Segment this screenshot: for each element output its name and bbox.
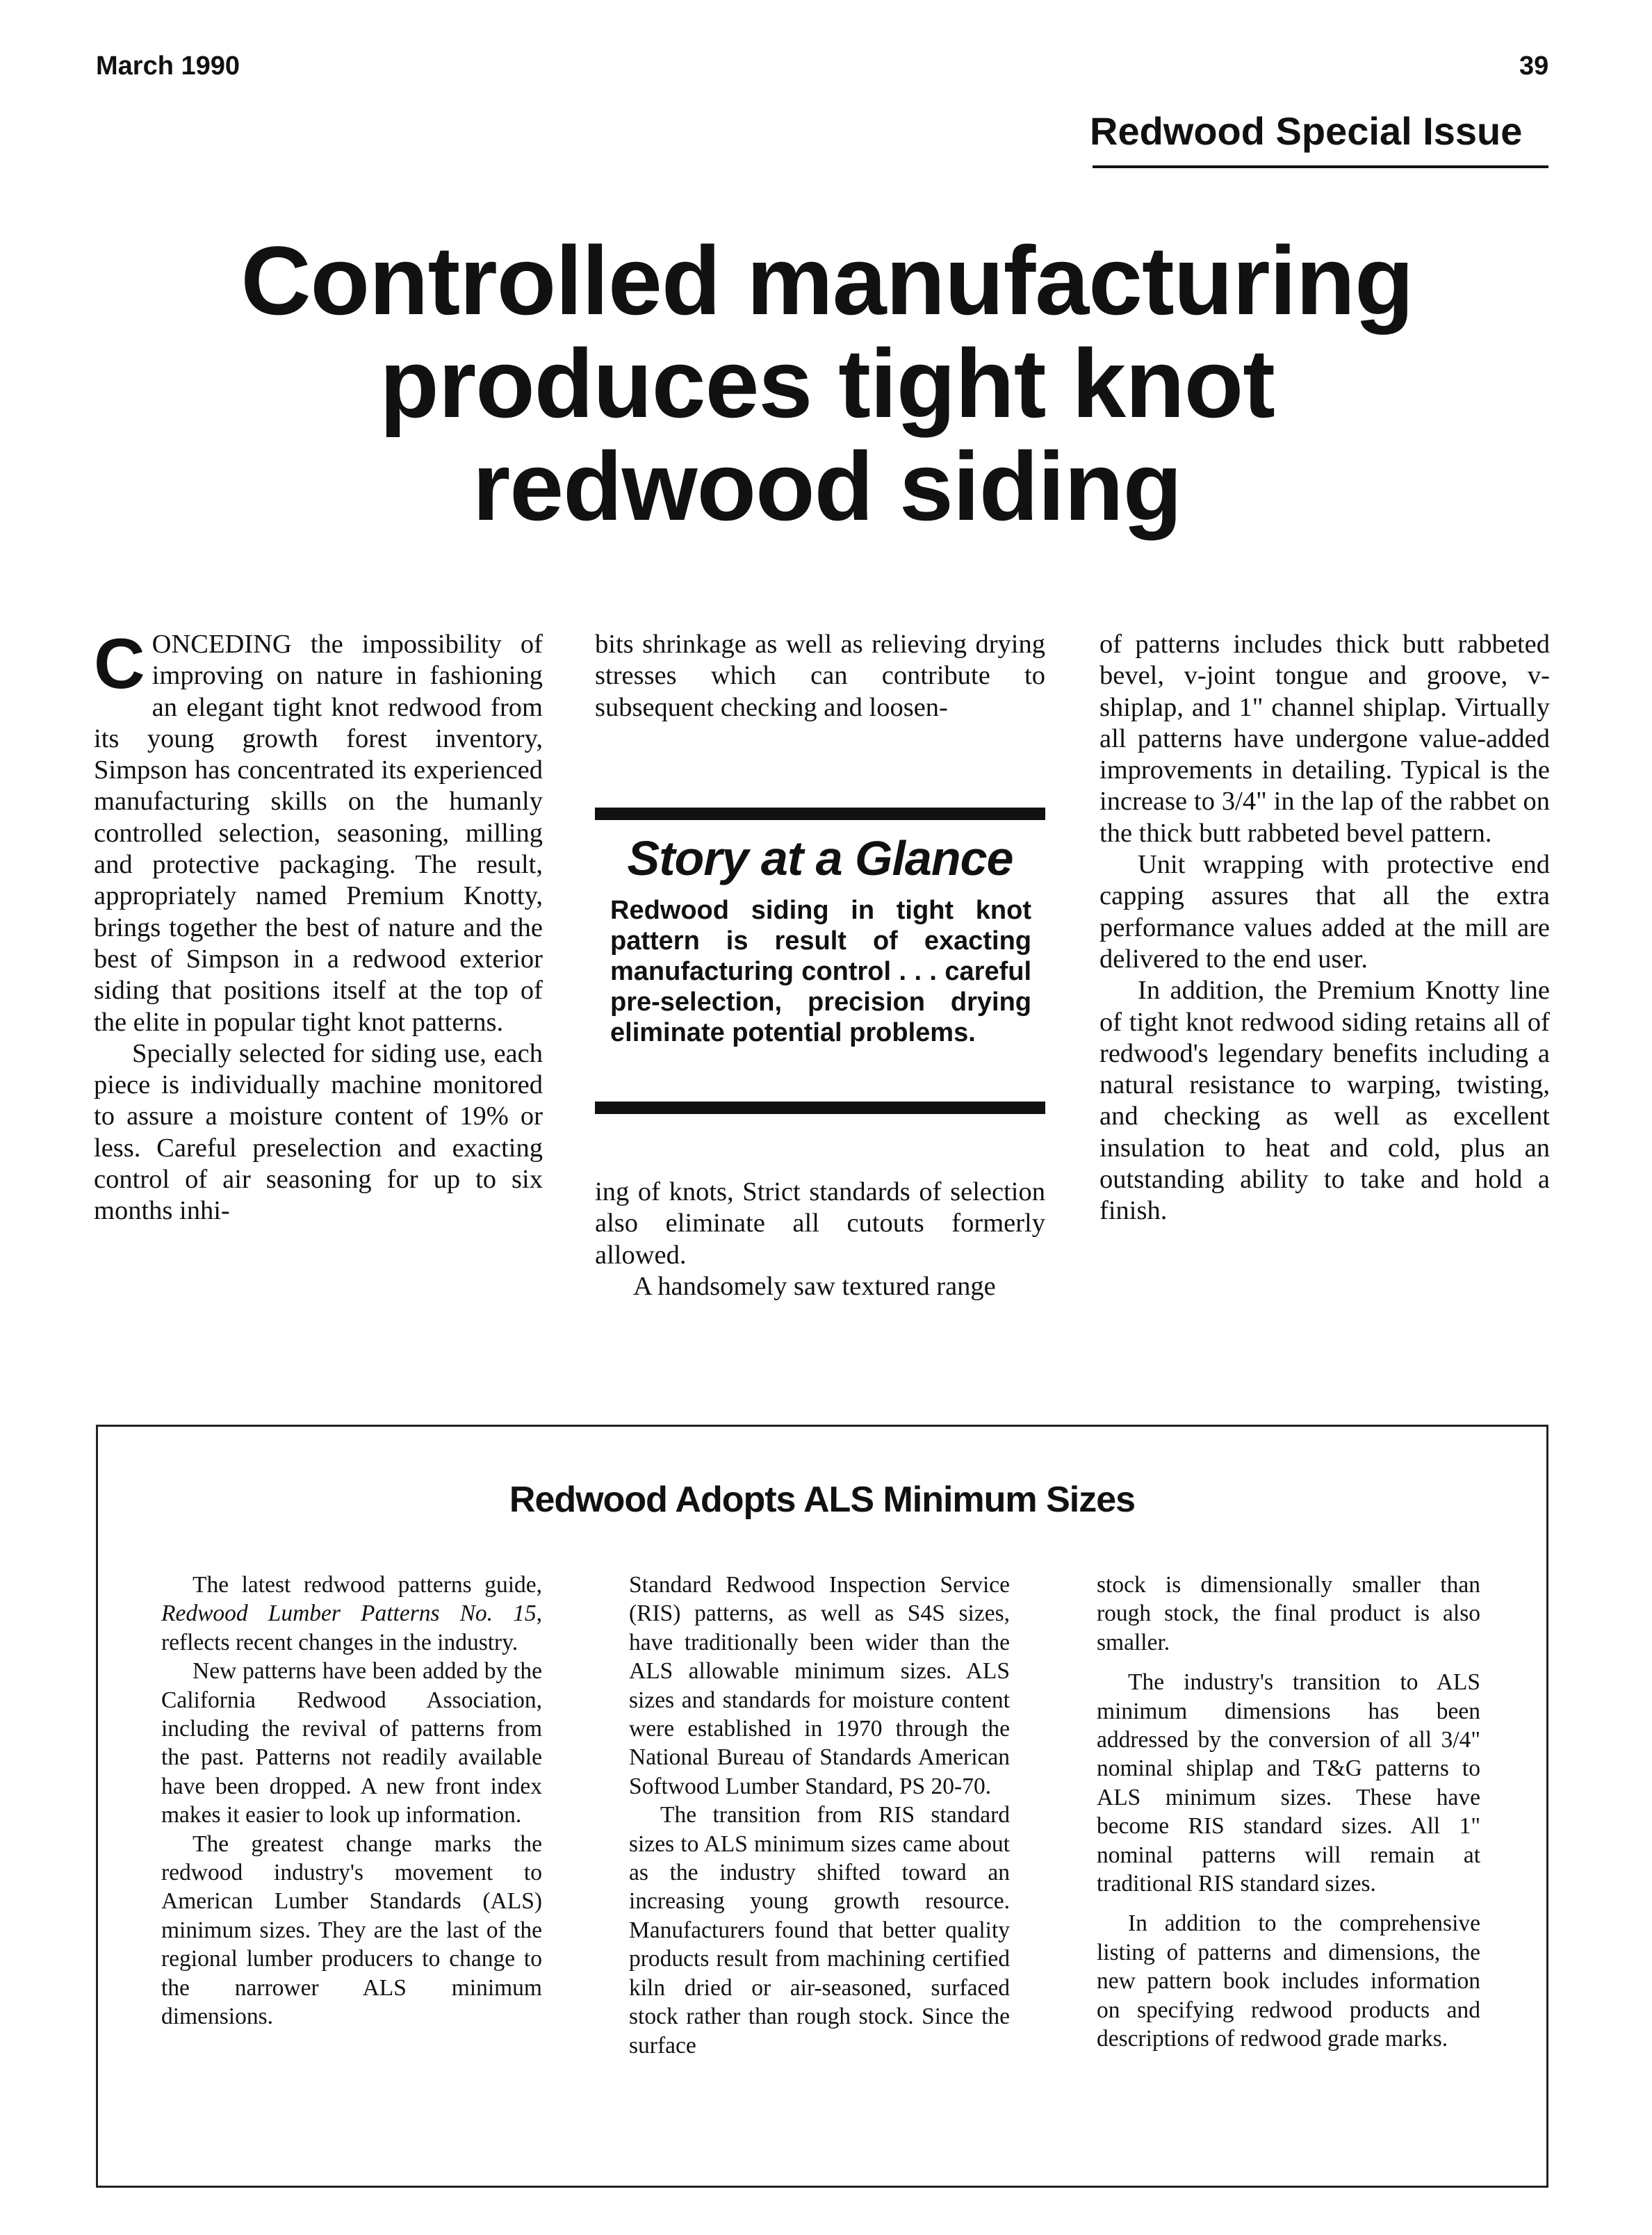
- als-column-2: [629, 1571, 1010, 2060]
- glance-title: Story at a Glance: [627, 831, 1013, 885]
- article-column-1: [94, 624, 543, 1227]
- section-rule: [1093, 165, 1548, 168]
- als-title: Redwood Adopts ALS Minimum Sizes: [509, 1480, 1136, 1520]
- drop-cap: C: [94, 624, 145, 703]
- als-paragraph: The transition from RIS standard sizes to ALS minimum sizes came about as the industry shifted toward an increasing young growth resource. Manufacturers found that better quality products result from machining certified kiln dried or air-seasoned, surfaced stock rather than rough stock. Since the surface: [629, 1802, 1010, 2058]
- book-title: Redwood Lumber Patterns No. 15: [161, 1600, 537, 1627]
- article-paragraph: of patterns includes thick butt rabbeted bevel, v-joint tongue and groove, v-shiplap, and 1" channel shiplap. Virtually all patterns have undergone value-added improvements in detailing. Typical is the increase to 3/4" in the lap of the rabbet on the thick butt rabbeted bevel pattern.: [1099, 630, 1550, 848]
- als-paragraph: Standard Redwood Inspection Service (RIS) patterns, as well as S4S sizes, have traditionally been wider than the ALS allowable minimum sizes. ALS sizes and standards for moisture content were established in 1970 through the National Bureau of Standards American Softwood Lumber Standard, PS 20-70.: [629, 1572, 1010, 1799]
- article-paragraph: ing of knots, Strict standards of selection also eliminate all cutouts formerly allowed.: [595, 1177, 1045, 1270]
- glance-top-rule: [595, 808, 1045, 820]
- als-paragraph: In addition to the comprehensive listing of patterns and dimensions, the new pattern book includes information on specifying redwood products and descriptions of redwood grade marks.: [1097, 1910, 1480, 2052]
- headline-line-2: produces tight knot: [379, 329, 1275, 438]
- article-paragraph: [94, 624, 543, 1038]
- header-date: March 1990: [96, 51, 240, 81]
- als-paragraph: The industry's transition to ALS minimum dimensions has been addressed by the conversion of all 3/4" nominal shiplap and T&G patterns to ALS minimum sizes. These have become RIS standard sizes. All 1" nominal patterns will remain at traditional RIS standard sizes.: [1097, 1669, 1480, 1897]
- headline-line-1: Controlled manufacturing: [240, 226, 1414, 335]
- glance-bottom-rule: [595, 1102, 1045, 1114]
- article-column-2-bottom: [595, 1177, 1045, 1302]
- als-paragraph: The greatest change marks the redwood industry's movement to American Lumber Standards (ALS) minimum sizes. They are the last of the regional lumber producers to change to the narrower ALS minimum dimensions.: [161, 1831, 542, 2030]
- als-column-3: [1097, 1571, 1480, 2054]
- glance-body: Redwood siding in tight knot pattern is result of exacting manufacturing control . . . careful pre-selection, precision drying eliminate potential problems.: [610, 896, 1031, 1047]
- article-paragraph: Specially selected for siding use, each piece is individually machine monitored to assure a moisture content of 19% or less. Careful preselection and exacting control of air seasoning for up to six months inhi-: [94, 1038, 543, 1226]
- als-paragraph: stock is dimensionally smaller than rough stock, the final product is also smaller.: [1097, 1572, 1480, 1655]
- section-label: Redwood Special Issue: [1090, 109, 1523, 153]
- headline-line-3: redwood siding: [472, 432, 1182, 541]
- headline: [111, 226, 1543, 541]
- article-paragraph: bits shrinkage as well as relieving drying stresses which can contribute to subsequent checking and loosen-: [595, 630, 1045, 722]
- article-paragraph: In addition, the Premium Knotty line of tight knot redwood siding retains all of redwood's legendary benefits including a natural resistance to warping, twisting, and checking as well as excellent insulation to heat and cold, plus an outstanding ability to take and hold a finish.: [1099, 976, 1550, 1226]
- als-column-1: [161, 1571, 542, 2031]
- article-column-2-top: [595, 629, 1045, 723]
- article-column-3: [1099, 629, 1550, 1227]
- page-number: 39: [1519, 51, 1549, 81]
- als-paragraph: New patterns have been added by the California Redwood Association, including the revival of patterns from the past. Patterns not readily available have been dropped. A new front index makes it easier to look up information.: [161, 1658, 542, 1828]
- paragraph-text: ONCEDING the impossibility of improving on nature in fashioning an elegant tight knot redwood from its young growth forest inventory, Simpson has concentrated its experienced manufacturing skills on the humanly controlled selection, seasoning, milling and protective packaging. The result, appropriately named Premium Knotty, brings together the best of nature and the best of Simpson in a redwood exterior siding that positions itself at the top of the elite in popular tight knot patterns.: [94, 630, 543, 1037]
- paragraph-text: The latest redwood patterns guide,: [193, 1572, 542, 1598]
- article-paragraph: Unit wrapping with protective end capping assures that all the extra performance values added at the mill are delivered to the end user.: [1099, 850, 1550, 974]
- article-paragraph: A handsomely saw textured range: [633, 1271, 996, 1301]
- paragraph-text: , reflects recent changes in the industry.: [161, 1600, 542, 1655]
- als-paragraph: [161, 1571, 542, 1657]
